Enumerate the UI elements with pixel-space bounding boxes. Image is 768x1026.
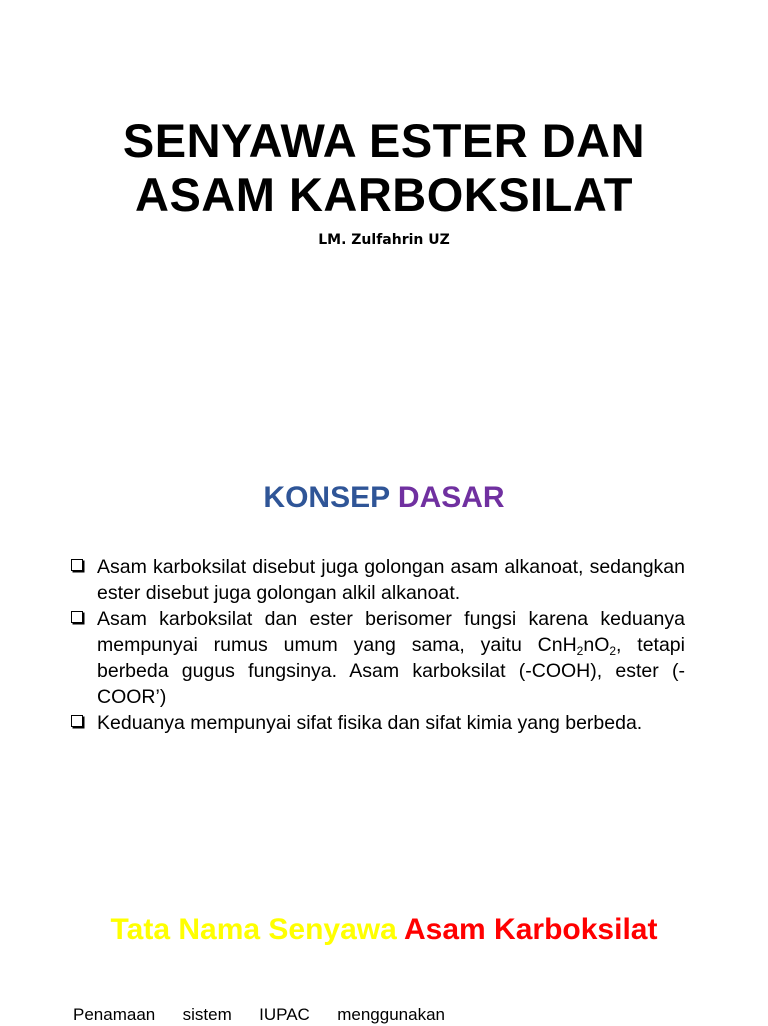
list-item	[70, 710, 685, 736]
bullet-list	[70, 554, 685, 736]
list-item-text: Asam karboksilat disebut juga golongan asam alkanoat, sedangkan ester disebut juga golongan alkil alkanoat.	[97, 556, 685, 604]
list-item-text-mid: nO	[583, 634, 610, 656]
list-item-text-after: , tetapi berbeda gugus fungsinya. Asam karboksilat (-COOH), ester (-COOR’)	[97, 634, 685, 708]
list-item-text-before: Asam karboksilat dan ester berisomer fungsi karena keduanya mempunyai rumus umum yang sama, yaitu CnH	[97, 608, 685, 656]
slide-title-line-2: ASAM KARBOKSILAT	[135, 168, 633, 221]
subscript-2: 2	[609, 644, 617, 658]
sub-heading-part-2: Asam Karboksilat	[404, 913, 658, 946]
subscript-1: 2	[576, 644, 584, 658]
body-text: Penamaan sistem IUPAC menggunakan	[73, 1005, 445, 1024]
list-item	[70, 554, 685, 606]
list-item-text: Keduanya mempunyai sifat fisika dan sifat kimia yang berbeda.	[97, 712, 643, 734]
checkbox-icon	[71, 715, 83, 727]
sub-heading-part-1: Tata Nama Senyawa	[110, 913, 405, 946]
author-name: LM. Zulfahrin UZ	[318, 232, 450, 248]
section-heading-part-1: KONSEP	[263, 481, 398, 514]
slide-title-line-1: SENYAWA ESTER DAN	[122, 114, 646, 167]
section-heading	[0, 478, 768, 518]
checkbox-icon	[71, 559, 83, 571]
section-heading-part-2: DASAR	[397, 481, 505, 514]
sub-heading	[0, 910, 768, 950]
slide-title	[0, 114, 768, 222]
list-item	[70, 606, 685, 710]
checkbox-icon	[71, 611, 83, 623]
